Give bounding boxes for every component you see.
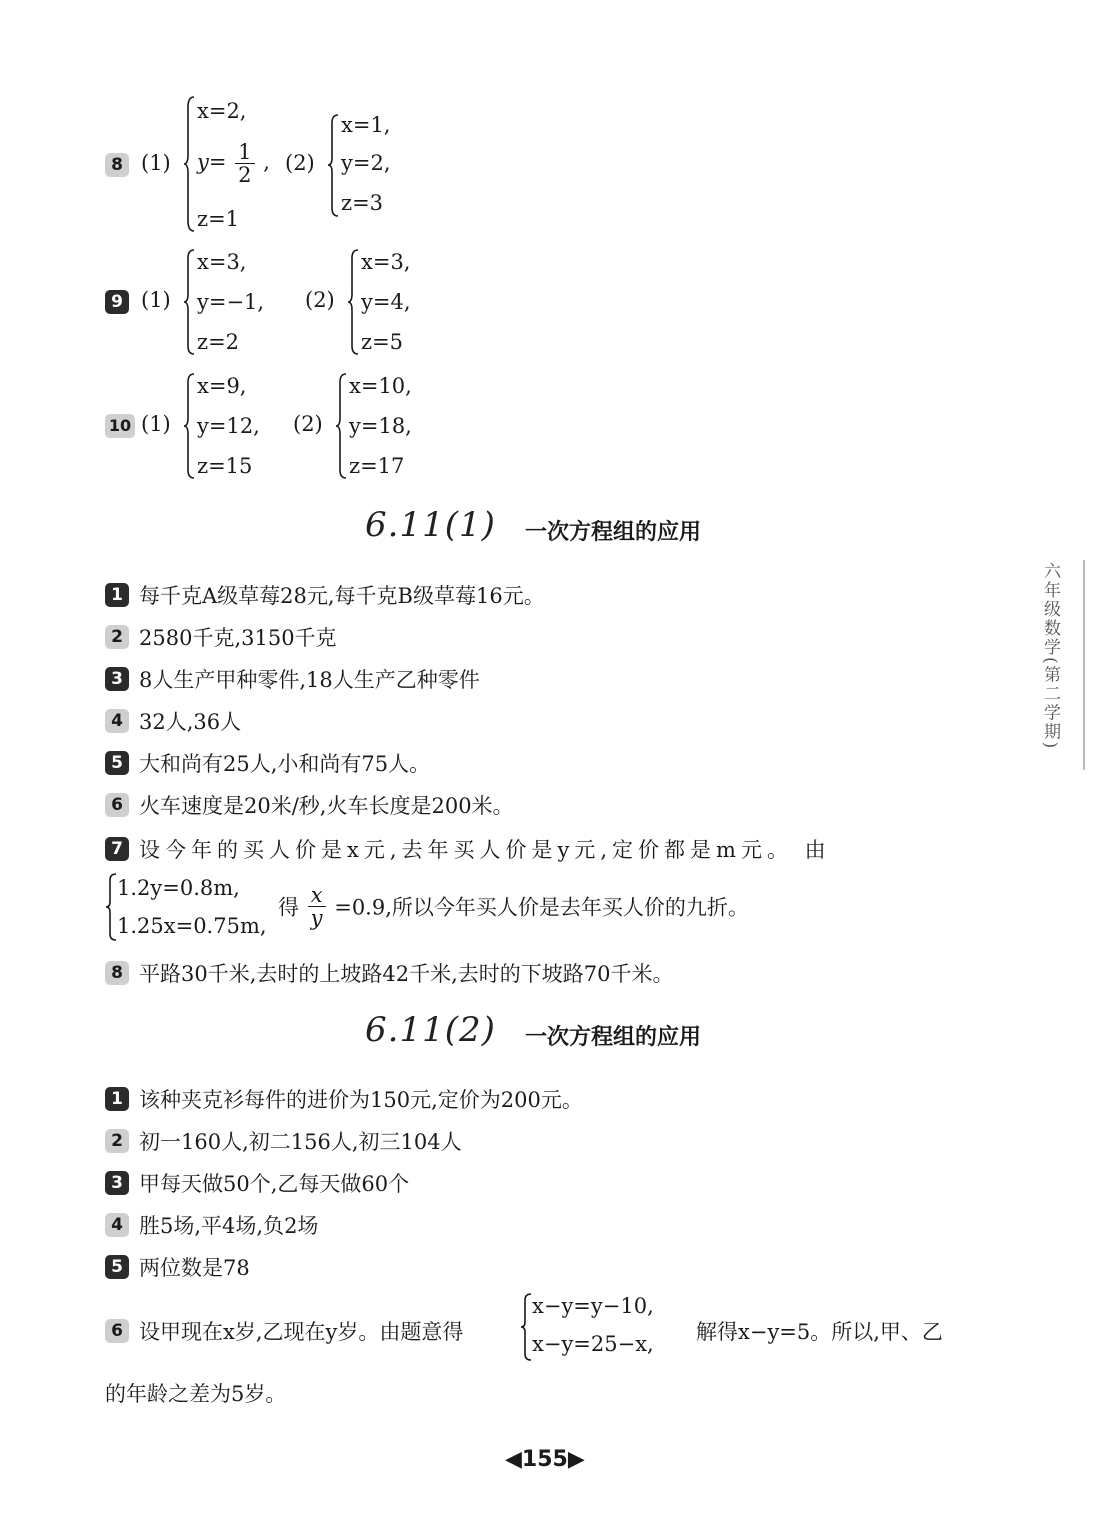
question-badge: 3 [105,667,129,691]
equation-line: z=2 [197,330,240,354]
left-brace-icon [347,248,359,356]
list-item [105,664,480,694]
list-item [105,706,241,736]
list-item [105,1316,463,1346]
answer-text: 初一160人,初二156人,初三104人 [139,1130,462,1154]
list-item [105,1210,318,1240]
answer-8 [105,95,505,235]
answer-text: 胜5场,平4场,负2场 [139,1214,319,1238]
fraction-tail: , [263,150,270,175]
equation-line: 1.2y=0.8m, [117,876,240,900]
list-item [105,1126,462,1156]
question-badge: 6 [105,1319,129,1343]
equation-line: z=3 [341,191,384,215]
list-item [105,748,430,778]
left-brace-icon [105,872,117,942]
answer-text: 2580千克,3150千克 [139,626,337,650]
answer-text: 甲每天做50个,乙每天做60个 [139,1172,410,1196]
equation-line: y=2, [341,151,391,175]
answer-text: 32人,36人 [139,710,242,734]
equation-line: x=9, [197,374,247,398]
side-running-title: 六年级数学(第二学期) [1040,562,1060,751]
left-brace-icon [183,248,195,356]
section-number: 6.11(1) [365,505,496,545]
question-badge: 1 [105,1087,129,1111]
section-title: 一次方程组的应用 [525,520,702,545]
answer-text: 平路30千米,去时的上坡路42千米,去时的下坡路70千米。 [139,962,674,986]
equation-line [197,141,270,186]
equation-line: x=3, [197,250,247,274]
question-badge-9: 9 [105,290,129,314]
question-badge: 4 [105,709,129,733]
question-badge: 1 [105,583,129,607]
section-title: 一次方程组的应用 [525,1025,702,1050]
side-rule [1083,560,1085,770]
fraction [308,884,326,929]
list-item [105,834,985,864]
section-number: 6.11(2) [365,1010,496,1050]
equation-system [183,372,303,480]
fraction [235,141,254,186]
question-badge-8: 8 [105,153,129,177]
answer-text: 大和尚有25人,小和尚有75人。 [139,752,431,776]
question-badge: 5 [105,751,129,775]
equation-line: z=5 [361,330,404,354]
equation-line: y=12, [197,414,260,438]
q7-tail: =0.9,所以今年买人价是去年买人价的九折。 [334,895,749,920]
equation-line: z=1 [197,207,240,231]
answer-9 [105,248,505,358]
left-brace-icon [520,1292,532,1362]
fraction-numerator: x [308,884,326,907]
equation-line: x=3, [361,250,411,274]
equation-line: x=1, [341,113,391,137]
part-label: (1) [141,288,171,312]
question-badge: 8 [105,961,129,985]
list-item [105,622,337,652]
equation-line: x−y=25−x, [532,1332,654,1356]
question-badge: 3 [105,1171,129,1195]
equation-line: z=17 [349,454,405,478]
answer-10 [105,372,505,482]
answer-text: 该种夹克衫每件的进价为150元,定价为200元。 [139,1088,583,1112]
q6-tail: 解得x−y=5。所以,甲、乙 [696,1320,943,1344]
equation-line: x=2, [197,99,247,123]
equation-system [327,113,447,218]
answer-text: 每千克A级草莓28元,每千克B级草莓16元。 [139,584,545,608]
left-brace-icon [183,95,195,233]
question-badge: 2 [105,625,129,649]
question-badge: 5 [105,1255,129,1279]
list-item [105,790,514,820]
question-badge: 4 [105,1213,129,1237]
answer-text: 设今年的买人价是x元,去年买人价是y元,定价都是m元。 由 [139,838,831,862]
equation-line: y=−1, [197,290,265,314]
equation-system [347,248,467,356]
question-badge: 6 [105,793,129,817]
part-label: (1) [141,151,171,175]
question-badge-10: 10 [105,414,135,438]
fraction-denominator: 2 [238,163,252,188]
list-item [105,1252,250,1282]
q7-conclusion [278,884,749,929]
equation-line: x−y=y−10, [532,1294,654,1318]
equation-line: z=15 [197,454,253,478]
fraction-numerator: 1 [235,141,254,164]
left-brace-icon [183,372,195,480]
answer-text: 两位数是78 [139,1256,250,1280]
equation-line-left: y= [197,150,227,175]
q6-line2: 的年龄之差为5岁。 [105,1382,287,1406]
question-badge: 7 [105,837,129,861]
page-number: ◀155▶ [505,1447,585,1472]
answer-text: 设甲现在x岁,乙现在y岁。由题意得 [139,1320,464,1344]
equation-system [335,372,465,480]
part-label: (2) [285,151,315,175]
left-brace-icon [327,113,339,218]
equation-system [183,248,303,356]
part-label: (2) [293,412,323,436]
list-item [105,958,674,988]
answer-text: 火车速度是20米/秒,火车长度是200米。 [139,794,514,818]
equation-line: x=10, [349,374,412,398]
list-item [105,1168,409,1198]
equation-line: 1.25x=0.75m, [117,914,267,938]
answer-text: 8人生产甲种零件,18人生产乙种零件 [139,668,480,692]
q7-de: 得 [278,895,299,920]
equation-line: y=18, [349,414,412,438]
question-badge: 2 [105,1129,129,1153]
part-label: (1) [141,412,171,436]
left-brace-icon [335,372,347,480]
equation-line: y=4, [361,290,411,314]
equation-system [105,872,295,942]
list-item [105,580,545,610]
part-label: (2) [305,288,335,312]
list-item [105,1084,583,1114]
equation-system [520,1292,700,1362]
fraction-denominator: y [310,906,323,931]
